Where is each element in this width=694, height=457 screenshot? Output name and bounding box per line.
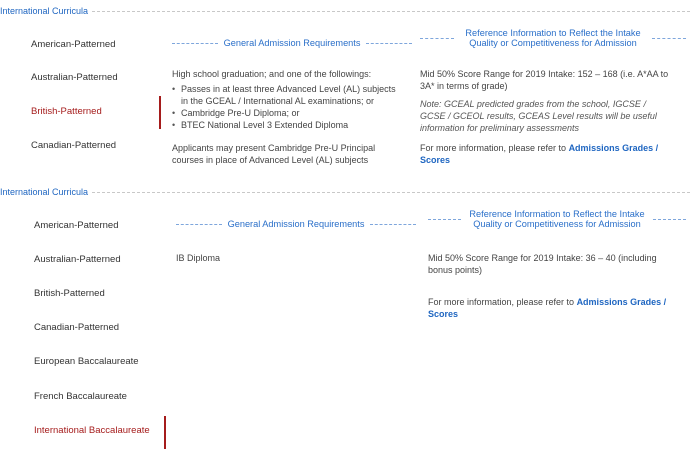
list-item: • Passes in at least three Advanced Level (AL) subjects in the GCEAL / International AL examinations; or [181, 83, 400, 107]
column-heading-reference: Reference Information to Reflect the Intake Quality or Competitiveness for Admission [428, 209, 686, 229]
column-heading-requirements: General Admission Requirements [172, 38, 412, 48]
reference-text [428, 252, 668, 320]
nav-item-australian[interactable]: Australian-Patterned [31, 72, 118, 83]
divider [652, 38, 686, 39]
divider [420, 38, 454, 39]
requirements-intro: High school graduation; and one of the followings: [172, 69, 372, 79]
nav-item-european-bacc[interactable]: European Baccalaureate [34, 356, 139, 367]
list-item: • BTEC National Level 3 Extended Diploma [181, 119, 400, 131]
divider [653, 219, 686, 220]
active-nav-indicator [164, 416, 166, 449]
active-nav-indicator [159, 96, 161, 129]
list-item: • Cambridge Pre-U Diploma; or [181, 107, 400, 119]
divider [370, 224, 416, 225]
divider [366, 43, 412, 44]
nav-item-american[interactable]: American-Patterned [31, 39, 116, 50]
requirements-intro: IB Diploma [176, 253, 221, 263]
nav-item-french-bacc[interactable]: French Baccalaureate [34, 391, 127, 402]
divider [92, 11, 690, 12]
requirements-text [172, 68, 400, 166]
more-info: For more information, please refer to Admissions Grades / Scores [420, 143, 659, 165]
score-range: Mid 50% Score Range for 2019 Intake: 152 – 168 (i.e. A*AA to 3A* in terms of grade) [420, 69, 669, 91]
divider [176, 224, 222, 225]
divider [172, 43, 218, 44]
requirements-list [172, 83, 400, 131]
section-title [0, 6, 690, 16]
section-title-text: International Curricula [0, 6, 89, 16]
nav-item-canadian[interactable]: Canadian-Patterned [34, 322, 120, 333]
column-heading-reference: Reference Information to Reflect the Intake Quality or Competitiveness for Admission [420, 28, 686, 48]
section-title-text: International Curricula [0, 187, 89, 197]
column-heading-requirements: General Admission Requirements [176, 219, 416, 229]
requirements-text [176, 252, 404, 264]
nav-item-australian[interactable]: Australian-Patterned [34, 254, 121, 265]
more-info: For more information, please refer to Admissions Grades / Scores [428, 297, 667, 319]
divider [428, 219, 461, 220]
nav-item-canadian[interactable]: Canadian-Patterned [31, 140, 117, 151]
nav-item-american[interactable]: American-Patterned [34, 220, 119, 231]
divider [92, 192, 690, 193]
admissions-grades-link[interactable]: Admissions Grades / Scores [420, 143, 659, 165]
assessment-note: Note: GCEAL predicted grades from the school, IGCSE / GCSE / GCEOL results, GCEAS Level results will be useful information for preliminary assessments [420, 99, 657, 133]
nav-item-international-bacc[interactable]: International Baccalaureate [34, 425, 150, 436]
nav-item-british[interactable]: British-Patterned [34, 288, 105, 299]
nav-item-british[interactable]: British-Patterned [31, 106, 102, 117]
reference-text [420, 68, 670, 166]
admissions-grades-link[interactable]: Admissions Grades / Scores [428, 297, 667, 319]
section-title [0, 187, 690, 197]
score-range: Mid 50% Score Range for 2019 Intake: 36 – 40 (including bonus points) [428, 253, 657, 275]
requirements-note: Applicants may present Cambridge Pre-U Principal courses in place of Advanced Level (AL) subjects [172, 143, 376, 165]
